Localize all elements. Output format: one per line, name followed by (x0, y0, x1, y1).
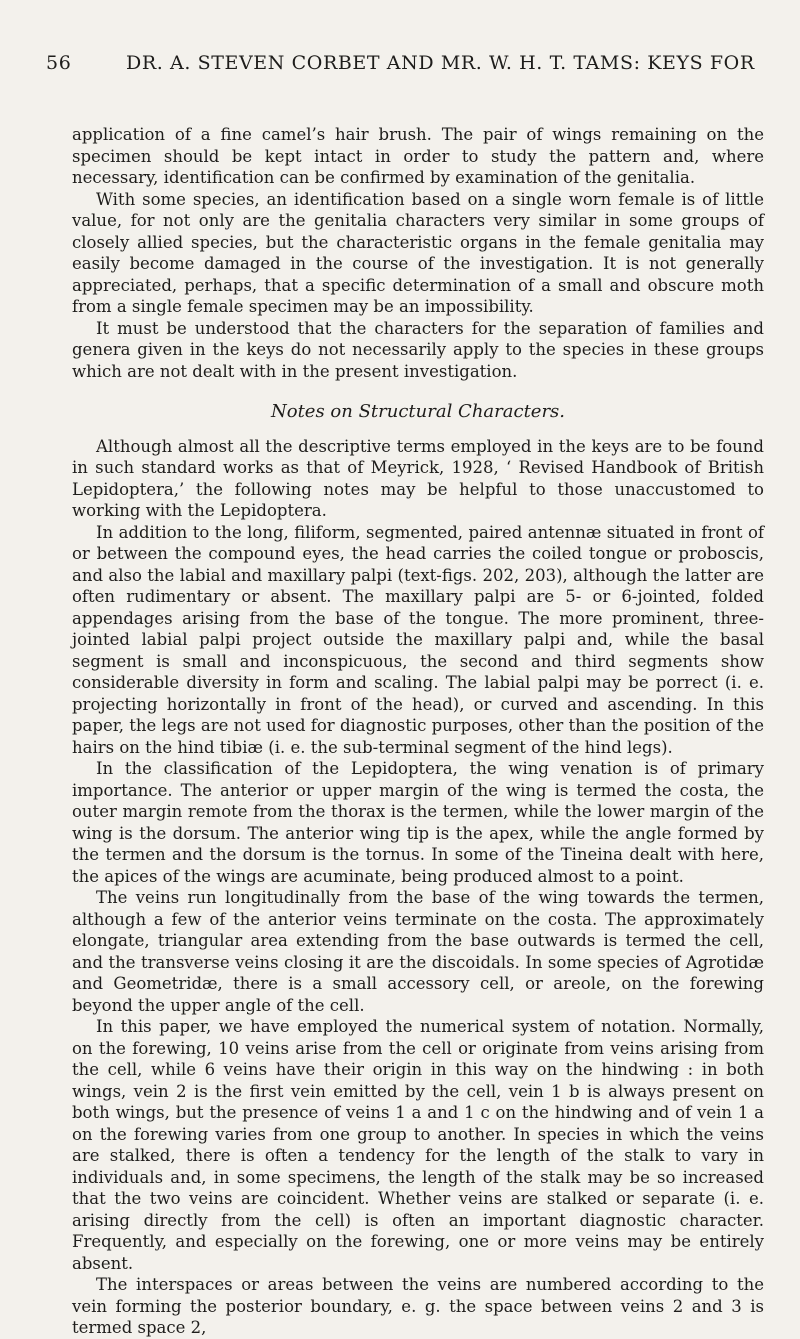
paragraph: In this paper, we have employed the numerical system of notation. Normally, on the forewing, 10 veins arise from the cell or originate from veins arising from the cell, while 6 veins have their origin in this way on the hindwing : in both wings, vein 2 is the first vein emitted by the cell, vein 1 b is always present on both wings, but the presence of veins 1 a and 1 c on the hindwing and of vein 1 a on the forewing varies from one group to another. In species in which the veins are stalked, there is often a tendency for the length of the stalk to vary in individuals and, in some specimens, the length of the stalk may be so increased that the two veins are coincident. Whether veins are stalked or separate (i. e. arising directly from the cell) is often an important diagnostic character. Frequently, and especially on the forewing, one or more veins may be entirely absent. (72, 1017, 764, 1273)
paragraph: Although almost all the descriptive terms employed in the keys are to be found in such standard works as that of Meyrick, 1928, ‘ Revised Handbook of British Lepidoptera,’ the following notes may be helpful to those unaccustomed to working with the Lepidoptera. (72, 436, 764, 520)
paragraph: In addition to the long, filiform, segmented, paired antennæ situated in front of or between the compound eyes, the head carries the coiled tongue or proboscis, and also the labial and maxillary palpi (text-figs. 202, 203), although the latter are often rudimentary or absent. The maxillary palpi are 5- or 6-jointed, folded appendages arising from the base of the tongue. The more prominent, three-jointed labial palpi project outside the maxillary palpi and, while the basal segment is small and inconspicuous, the second and third segments show considerable diversity in form and scaling. The labial palpi may be porrect (i. e. projecting horizontally in front of the head), or curved and ascending. In this paper, the legs are not used for diagnostic purposes, other than the position of the hairs on the hind tibiæ (i. e. the sub-terminal segment of the hind legs). (72, 522, 764, 757)
page-number: 56 (46, 52, 72, 74)
running-header (46, 52, 760, 74)
paragraph: In the classification of the Lepidoptera, the wing venation is of primary importance. The anterior or upper margin of the wing is termed the costa, the outer margin remote from the thorax is the termen, while the lower margin of the wing is the dorsum. The anterior wing tip is the apex, while the angle formed by the termen and the dorsum is the tornus. In some of the Tineina dealt with here, the apices of the wings are acuminate, being produced almost to a point. (72, 759, 764, 886)
paragraph: With some species, an identification based on a single worn female is of little value, for not only are the genitalia characters very similar in some groups of closely allied species, but the characteristic organs in the female genitalia may easily become damaged in the course of the investigation. It is not generally appreciated, perhaps, that a specific determination of a small and obscure moth from a single female specimen may be an impossibility. (72, 189, 764, 316)
paragraph: The interspaces or areas between the veins are numbered according to the vein forming the posterior boundary, e. g. the space between veins 2 and 3 is termed space 2, (72, 1275, 764, 1337)
paragraph: application of a fine camel’s hair brush. The pair of wings remaining on the specimen should be kept intact in order to study the pattern and, where necessary, identification can be confirmed by examination of the genitalia. (72, 125, 764, 187)
running-title: DR. A. STEVEN CORBET AND MR. W. H. T. TAMS: KEYS FOR (126, 52, 755, 74)
section-heading: Notes on Structural Characters. (270, 401, 566, 422)
body-text (72, 124, 764, 1339)
paragraph: It must be understood that the characters for the separation of families and genera given in the keys do not necessarily apply to the species in these groups which are not dealt with in the present investigation. (72, 318, 764, 381)
paragraph: The veins run longitudinally from the base of the wing towards the termen, although a few of the anterior veins terminate on the costa. The approximately elongate, triangular area extending from the base outwards is termed the cell, and the transverse veins closing it are the discoidals. In some species of Agrotidæ and Geometridæ, there is a small accessory cell, or areole, on the forewing beyond the upper angle of the cell. (72, 888, 764, 1015)
